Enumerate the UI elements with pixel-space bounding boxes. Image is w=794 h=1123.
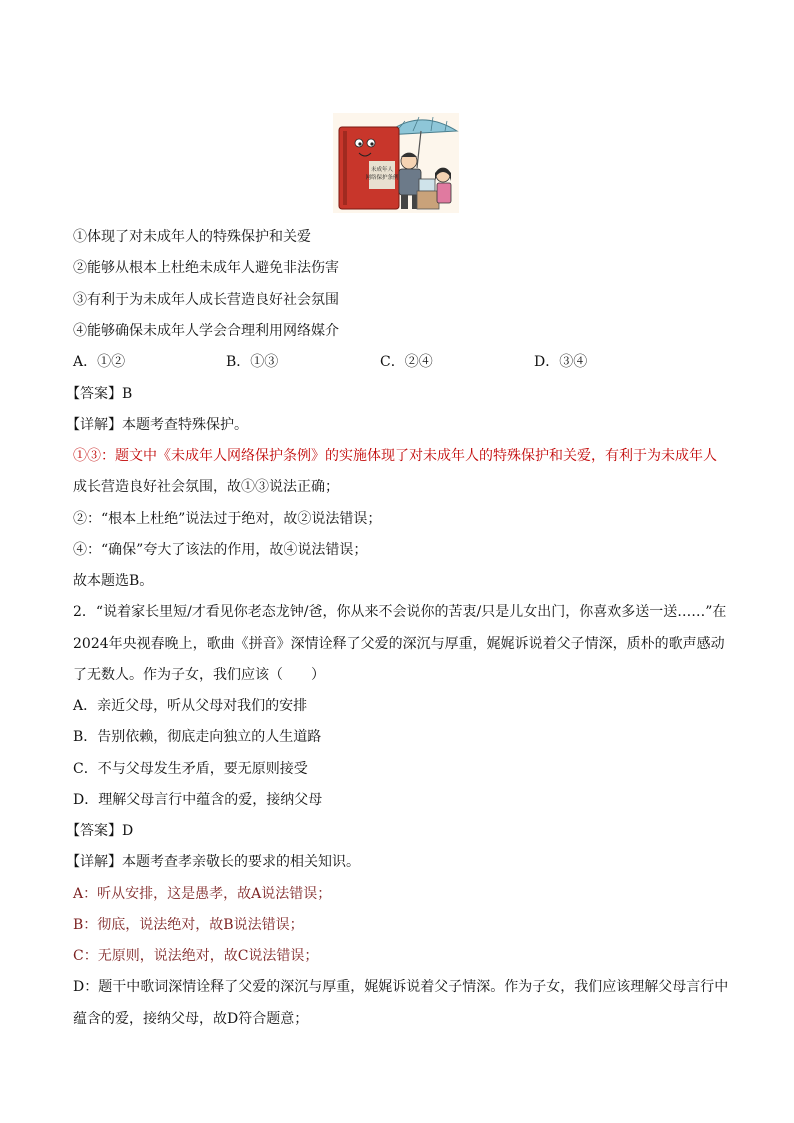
q2-option-a: A．亲近父母，听从父母对我们的安排 [73, 698, 308, 714]
q1-detail: 【详解】本题考查特殊保护。 [66, 417, 248, 433]
statement-3: ③有利于为未成年人成长营造良好社会氛围 [73, 292, 339, 308]
q2-stem-line-3: 了无数人。作为子女，我们应该（ ） [73, 667, 325, 683]
q1-option-a: A．①② [73, 354, 126, 370]
q2-detail: 【详解】本题考查孝亲敬长的要求的相关知识。 [66, 854, 360, 870]
q1-conclusion: 故本题选B。 [73, 573, 154, 589]
q2-option-d: D．理解父母言行中蕴含的爱，接纳父母 [73, 792, 323, 808]
q2-analysis-a: A：听从安排，这是愚孝，故A说法错误； [73, 886, 332, 902]
statement-4: ④能够确保未成年人学会合理利用网络媒介 [73, 323, 339, 339]
q2-analysis-c: C：无原则，说法绝对，故C说法错误； [73, 948, 319, 964]
q1-option-b: B．①③ [226, 354, 279, 370]
q1-answer: 【答案】B [66, 386, 133, 402]
q1-analysis-line-1: ①③：题文中《未成年人网络保护条例》的实施体现了对未成年人的特殊保护和关爱，有利于为未成年人 [73, 448, 717, 464]
q1-analysis-line-2: 成长营造良好社会氛围，故①③说法正确； [73, 479, 339, 495]
q1-option-d: D．③④ [534, 354, 588, 370]
book-title-line2: 网络保护条例 [365, 175, 399, 181]
q2-option-c: C．不与父母发生矛盾，要无原则接受 [73, 761, 308, 777]
q2-answer: 【答案】D [66, 823, 134, 839]
q2-analysis-b: B：彻底，说法绝对，故B说法错误； [73, 917, 304, 933]
q1-analysis-line-4: ④：“确保”夸大了该法的作用，故④说法错误； [73, 542, 368, 558]
book-title-line1: 未成年人 [370, 167, 394, 173]
q2-option-b: B．告别依赖，彻底走向独立的人生道路 [73, 729, 322, 745]
statement-1: ①体现了对未成年人的特殊保护和关爱 [73, 229, 311, 245]
cartoon-illustration [333, 113, 459, 213]
q1-option-c: C．②④ [380, 354, 433, 370]
q2-analysis-d-line-2: 蕴含的爱，接纳父母，故D符合题意； [73, 1011, 309, 1027]
q2-stem-line-1: 2．“说着家长里短/才看见你老态龙钟/爸，你从来不会说你的苦衷/只是儿女出门，你喜欢多送一送……”在 [73, 604, 727, 620]
q2-stem-line-2: 2024年央视春晚上，歌曲《拼音》深情诠释了父爱的深沉与厚重，娓娓诉说着父子情深，质朴的歌声感动 [73, 636, 725, 652]
statement-2: ②能够从根本上杜绝未成年人避免非法伤害 [73, 260, 339, 276]
q2-analysis-d-line-1: D：题干中歌词深情诠释了父爱的深沉与厚重，娓娓诉说着父子情深。作为子女，我们应该理解父母言行中 [73, 979, 729, 995]
q1-analysis-line-3: ②：“根本上杜绝”说法过于绝对，故②说法错误； [73, 511, 382, 527]
